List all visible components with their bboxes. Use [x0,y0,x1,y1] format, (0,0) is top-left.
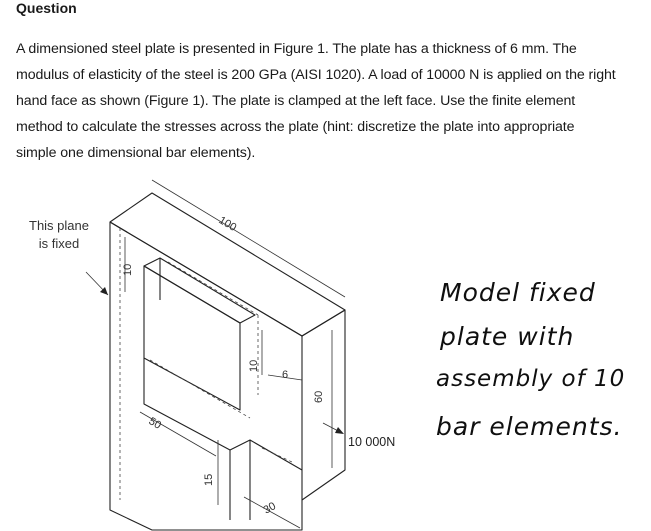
dim-100: 100 [216,214,239,235]
fixed-note-line-2: is fixed [38,236,80,251]
load-arrow-head [335,427,344,434]
dim-50: 50 [146,415,164,432]
fixed-note-line-1: This plane [29,218,89,233]
load-label: 10 000N [348,435,396,449]
plate-top-face [110,193,345,336]
dim-60: 60 [313,390,325,403]
handwritten-line-1: Model fixed [440,278,596,307]
slot-bottom [144,266,240,410]
plate-notch [144,358,250,520]
dim-30: 30 [261,500,279,517]
handwritten-line-4: bar elements. [436,412,623,441]
question-heading: Question [16,0,77,16]
dim-10-top: 10 [122,263,134,276]
question-text: A dimensioned steel plate is presented in Figure 1. The plate has a thickness of 6 mm. The modulus of elasticity of the steel is 200 GPa (AISI 1020). A load of 10000 N is applied on the right hand face as shown (Figure 1). The plate is clamped at the left face. Use the finite element method to calculate the stresses across the plate (hint: discretize the plate into appropriate simple one dimensional bar elements). [16,41,616,161]
dim-6: 6 [282,369,289,381]
slot-front [144,258,255,323]
plate-right-face [302,310,345,500]
handwritten-line-2: plate with [440,322,575,351]
dim-15: 15 [203,473,215,486]
dim-10-slot: 10 [248,359,260,372]
handwritten-line-3: assembly of 10 [436,366,626,392]
